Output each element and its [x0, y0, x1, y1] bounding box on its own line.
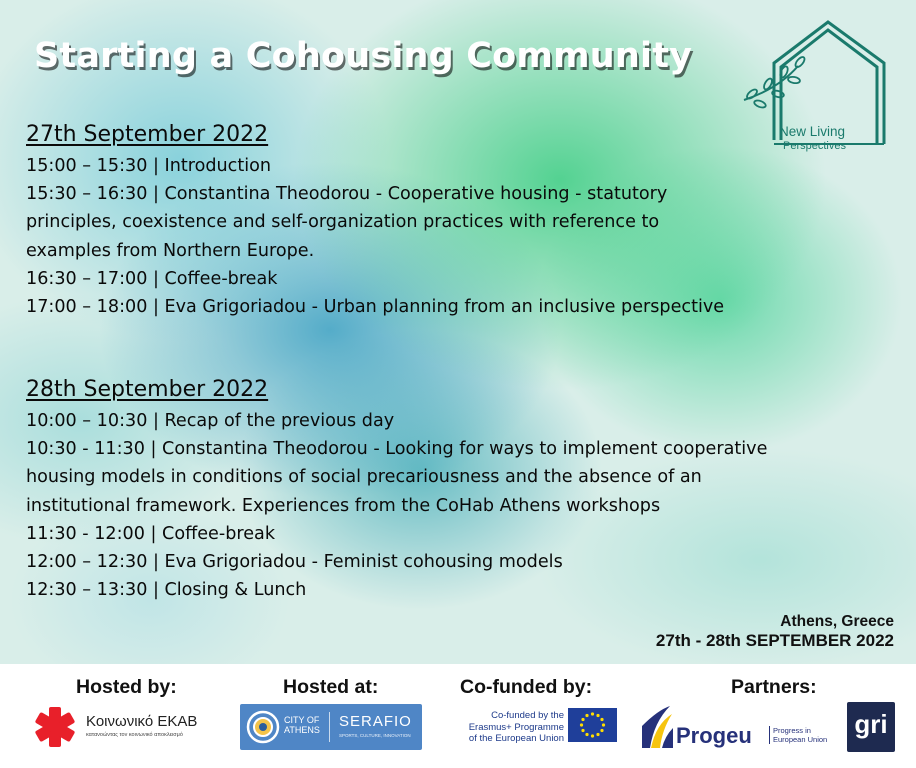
- eu-flag-icon: [568, 708, 617, 742]
- day-heading: 27th September 2022: [26, 122, 269, 147]
- ekab-name: Κοινωνικό ΕΚΑΒ: [86, 713, 198, 730]
- hosted-at-heading: Hosted at:: [283, 676, 379, 698]
- logo-text-line2: Perspectives: [783, 140, 846, 152]
- hosted-by-heading: Hosted by:: [76, 676, 177, 698]
- partners-heading: Partners:: [731, 676, 817, 698]
- red-star-of-life-icon: [32, 704, 78, 750]
- schedule-line: examples from Northern Europe.: [26, 240, 315, 261]
- athens-emblem-icon: [246, 710, 280, 744]
- co-funded-column: [460, 676, 592, 699]
- co-funded-heading: Co-funded by:: [460, 676, 593, 698]
- schedule-line: principles, coexistence and self-organization practices with reference to: [26, 212, 660, 233]
- sponsor-footer: [0, 664, 916, 768]
- schedule-line: 10:00 – 10:30 | Recap of the previous day: [26, 411, 395, 431]
- progeu-tagline: [769, 726, 827, 744]
- progeu-logo: [640, 704, 840, 752]
- schedule-line: 16:30 – 17:00 | Coffee-break: [26, 268, 278, 289]
- eu-text-line: Erasmus+ Programme: [468, 721, 564, 733]
- schedule-line: 17:00 – 18:00 | Eva Grigoriadou - Urban planning from an inclusive perspective: [26, 297, 725, 318]
- schedule-line: institutional framework. Experiences from the CoHab Athens workshops: [26, 495, 661, 516]
- day-1-schedule: [26, 121, 724, 321]
- partners-column: [731, 676, 817, 699]
- schedule-line: housing models in conditions of social precariousness and the absence of an: [26, 467, 702, 488]
- eu-text-line: of the European Union: [468, 733, 564, 744]
- location-dates: 27th - 28th SEPTEMBER 2022: [655, 631, 894, 650]
- schedule-line: 12:00 – 12:30 | Eva Grigoriadou - Feminist cohousing models: [26, 552, 563, 573]
- logo-text-line1: New Living: [779, 124, 846, 139]
- progeu-tagline-line: European Union: [773, 735, 828, 744]
- progeu-arrow-icon: [640, 704, 674, 752]
- serafio-label: SERAFIO: [339, 713, 412, 730]
- city-of-athens-serafio-logo: [240, 704, 422, 750]
- progeu-tagline-line: Progress in: [773, 726, 811, 735]
- gri-label: gri: [854, 709, 888, 739]
- koinoniko-ekab-logo: [32, 704, 232, 750]
- event-location: [656, 612, 894, 651]
- new-living-perspectives-logo: [738, 18, 890, 168]
- ekab-tagline: κατανοώντας τον κοινωνικό αποκλεισμό: [86, 732, 183, 738]
- progeu-name: Progeu: [676, 723, 752, 748]
- hosted-at-column: [283, 676, 378, 699]
- athens-label: ATHENS: [284, 725, 320, 735]
- schedule-line: 12:30 – 13:30 | Closing & Lunch: [26, 580, 307, 601]
- serafio-tagline: SPORTS, CULTURE, INNOVATION: [339, 733, 411, 738]
- gri-logo: [847, 702, 895, 752]
- day-heading: 28th September 2022: [26, 377, 269, 402]
- poster-title: Starting a Cohousing Community: [34, 36, 693, 76]
- logo-divider: [329, 712, 330, 742]
- city-of-label: CITY OF: [284, 715, 320, 725]
- city-of-athens-text: [284, 715, 320, 735]
- erasmus-text: [450, 710, 564, 745]
- schedule-line: 15:00 – 15:30 | Introduction: [26, 156, 272, 176]
- location-city: Athens, Greece: [780, 613, 894, 630]
- schedule-line: 11:30 - 12:00 | Coffee-break: [26, 523, 276, 544]
- day-2-schedule: [26, 376, 767, 604]
- eu-text-line: Co-funded by the: [491, 710, 564, 721]
- schedule-line: 15:30 – 16:30 | Constantina Theodorou - Cooperative housing - statutory: [26, 184, 668, 205]
- schedule-line: 10:30 - 11:30 | Constantina Theodorou - Looking for ways to implement cooperative: [26, 439, 768, 460]
- hosted-by-column: [76, 676, 177, 699]
